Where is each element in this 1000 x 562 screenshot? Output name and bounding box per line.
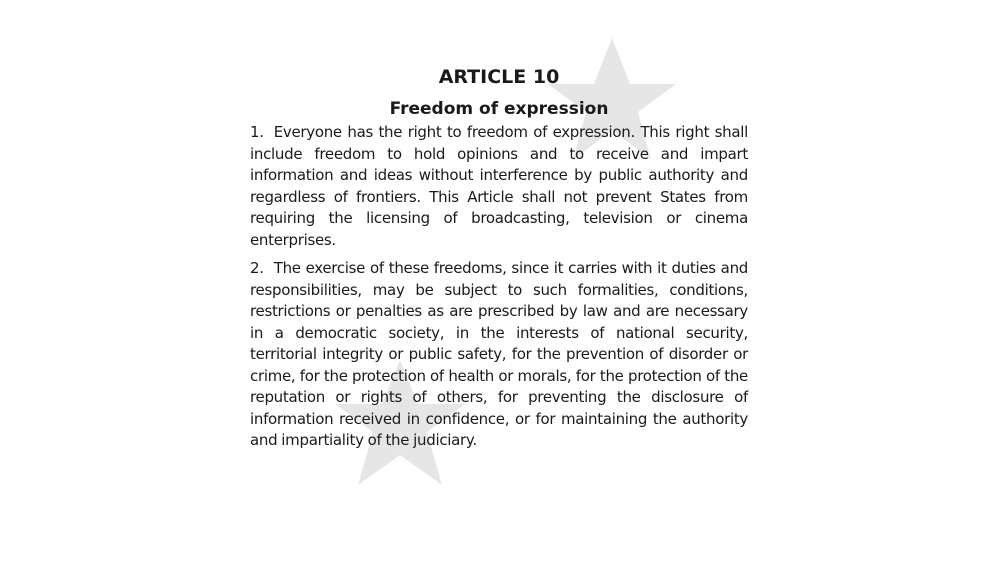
article-body bbox=[250, 62, 748, 452]
paragraph-text: Everyone has the right to freedom of expression. This right shall include freedom to hold opinions and to receive and impart information and ideas without interference by public authority and regardless of frontiers. This Article shall not prevent States from requiring the licensing of broadcasting, television or cinema enterprises. bbox=[250, 123, 748, 249]
paragraph-number: 2. bbox=[250, 259, 264, 277]
paragraph-text: The exercise of these freedoms, since it carries with it duties and responsibilities, may be subject to such formalities, conditions, restrictions or penalties as are prescribed by law and are necessary in a democratic society, in the interests of national security, territorial integrity or public safety, for the prevention of disorder or crime, for the protection of health or morals, for the protection of the reputation or rights of others, for preventing the disclosure of information received in confidence, or for maintaining the authority and impartiality of the judiciary. bbox=[250, 259, 748, 449]
paragraph-1 bbox=[250, 122, 748, 251]
paragraph-number: 1. bbox=[250, 123, 264, 141]
article-subtitle: Freedom of expression bbox=[389, 99, 609, 119]
article-title: ARTICLE 10 bbox=[438, 66, 560, 88]
paragraph-2 bbox=[250, 258, 748, 452]
